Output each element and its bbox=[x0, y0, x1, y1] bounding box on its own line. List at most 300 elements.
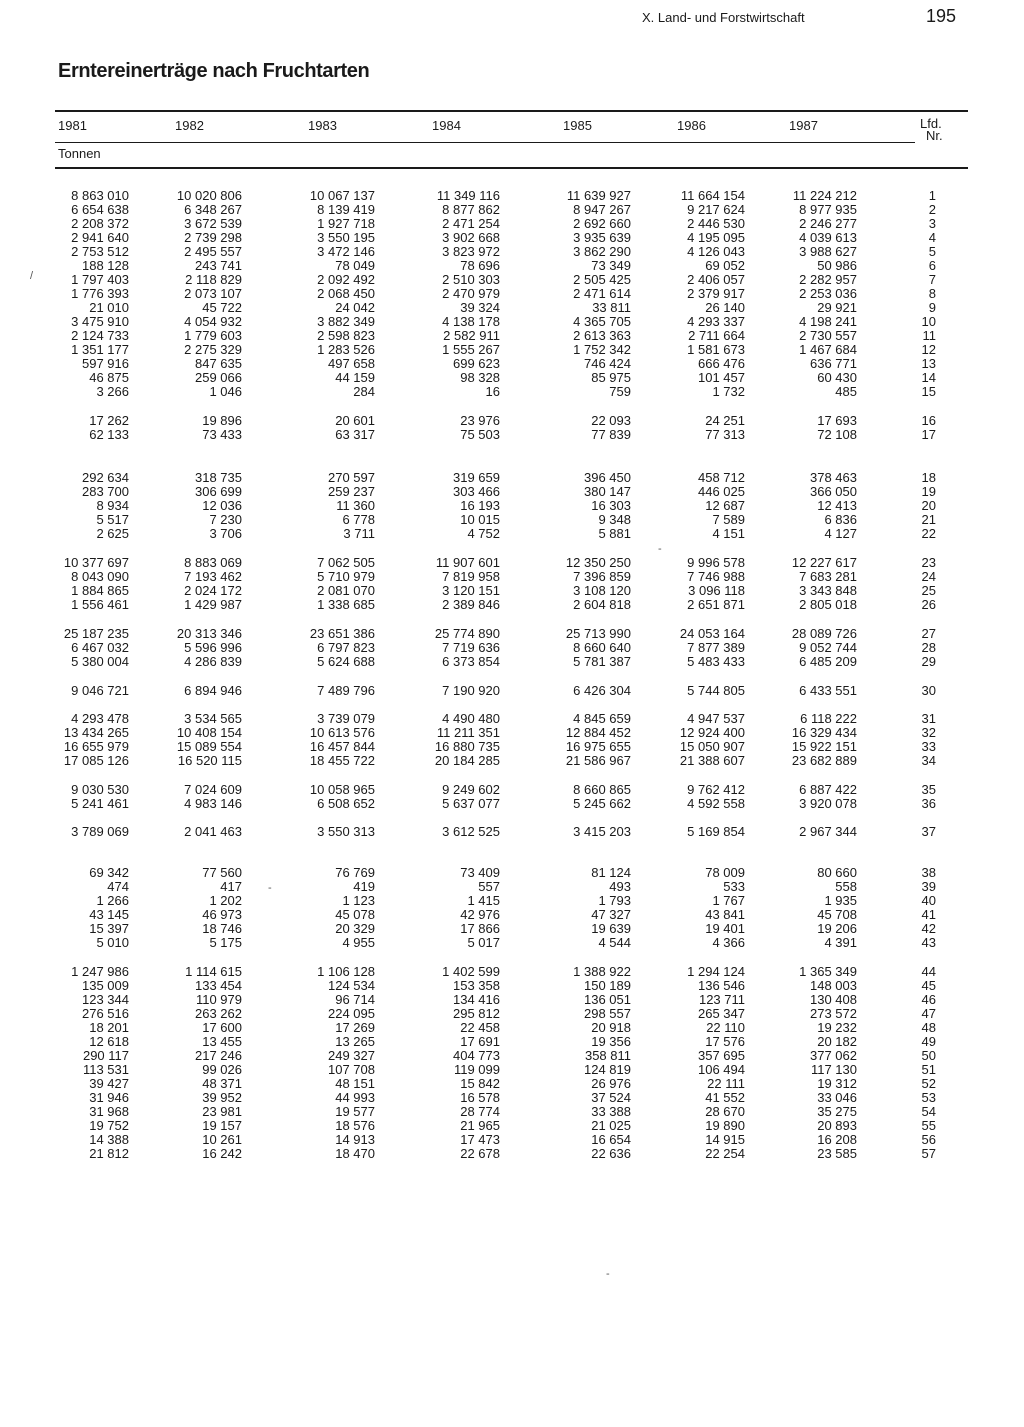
table-cell-1986: 22 111 bbox=[707, 1076, 745, 1091]
table-cell-1984: 4 138 178 bbox=[442, 314, 500, 329]
table-cell-1982: 10 020 806 bbox=[176, 188, 242, 203]
table-cell-1981: 6 467 032 bbox=[71, 640, 129, 655]
table-cell-1983: 6 778 bbox=[342, 512, 375, 527]
table-cell-1985: 4 845 659 bbox=[573, 711, 631, 726]
table-cell-1983: 3 739 079 bbox=[317, 711, 375, 726]
table-cell-1981: 10 377 697 bbox=[63, 555, 129, 570]
table-cell-1985: 2 604 818 bbox=[573, 597, 631, 612]
table-cell-1983: 5 710 979 bbox=[317, 569, 375, 584]
row-number: 37 bbox=[921, 824, 936, 839]
year-header-1983: 1983 bbox=[308, 118, 337, 133]
page-number: 195 bbox=[926, 6, 957, 26]
table-cell-1981: 18 201 bbox=[89, 1020, 129, 1035]
row-number: 44 bbox=[921, 964, 936, 979]
table-cell-1986: 7 746 988 bbox=[687, 569, 745, 584]
table-cell-1987: 2 805 018 bbox=[799, 597, 857, 612]
table-cell-1984: 16 bbox=[485, 384, 500, 399]
table-cell-1985: 8 660 640 bbox=[573, 640, 631, 655]
row-number: 23 bbox=[921, 555, 936, 570]
table-cell-1986: 5 169 854 bbox=[687, 824, 745, 839]
row-number: 49 bbox=[921, 1034, 936, 1049]
table-cell-1985: 2 505 425 bbox=[573, 272, 631, 287]
table-cell-1984: 28 774 bbox=[460, 1104, 500, 1119]
table-cell-1986: 77 313 bbox=[705, 427, 745, 442]
table-cell-1984: 11 211 351 bbox=[436, 725, 500, 740]
table-cell-1982: 16 242 bbox=[202, 1146, 242, 1161]
table-cell-1986: 1 294 124 bbox=[687, 964, 745, 979]
table-cell-1985: 8 660 865 bbox=[573, 782, 631, 797]
table-cell-1981: 8 863 010 bbox=[71, 188, 129, 203]
table-cell-1986: 12 687 bbox=[705, 498, 745, 513]
table-cell-1984: 5 637 077 bbox=[442, 796, 500, 811]
table-cell-1983: 45 078 bbox=[335, 907, 375, 922]
table-cell-1984: 3 902 668 bbox=[442, 230, 500, 245]
table-cell-1984: 15 842 bbox=[460, 1076, 500, 1091]
row-number: 56 bbox=[921, 1132, 936, 1147]
table-cell-1982: 17 600 bbox=[202, 1020, 242, 1035]
table-cell-1984: 16 578 bbox=[460, 1090, 500, 1105]
table-cell-1981: 188 128 bbox=[82, 258, 129, 273]
table-cell-1981: 14 388 bbox=[89, 1132, 129, 1147]
row-number: 53 bbox=[921, 1090, 936, 1105]
table-cell-1986: 2 651 871 bbox=[687, 597, 745, 612]
year-header-1986: 1986 bbox=[677, 118, 706, 133]
table-cell-1986: 4 366 bbox=[712, 935, 745, 950]
table-cell-1986: 123 711 bbox=[698, 992, 745, 1007]
table-cell-1986: 2 711 664 bbox=[688, 328, 745, 343]
table-cell-1984: 3 823 972 bbox=[442, 244, 500, 259]
table-cell-1983: 11 360 bbox=[336, 498, 375, 513]
table-cell-1985: 3 862 290 bbox=[573, 244, 631, 259]
table-cell-1987: 19 232 bbox=[817, 1020, 857, 1035]
table-cell-1982: 1 429 987 bbox=[184, 597, 242, 612]
table-cell-1984: 2 389 846 bbox=[442, 597, 500, 612]
table-cell-1983: 270 597 bbox=[328, 470, 375, 485]
unit-label: Tonnen bbox=[58, 146, 101, 161]
row-number: 42 bbox=[921, 921, 936, 936]
table-cell-1983: 1 123 bbox=[342, 893, 375, 908]
table-cell-1983: 63 317 bbox=[335, 427, 375, 442]
table-cell-1984: 20 184 285 bbox=[434, 753, 500, 768]
table-cell-1986: 17 576 bbox=[705, 1034, 745, 1049]
table-cell-1986: 4 195 095 bbox=[687, 230, 745, 245]
section-title: X. Land- und Forstwirtschaft bbox=[642, 10, 805, 25]
table-cell-1986: 22 254 bbox=[705, 1146, 745, 1161]
table-cell-1986: 24 251 bbox=[705, 413, 745, 428]
table-cell-1983: 2 092 492 bbox=[317, 272, 375, 287]
year-header-1984: 1984 bbox=[432, 118, 461, 133]
table-cell-1984: 73 409 bbox=[460, 865, 500, 880]
table-cell-1987: 23 682 889 bbox=[791, 753, 857, 768]
table-cell-1986: 446 025 bbox=[698, 484, 745, 499]
table-cell-1985: 22 636 bbox=[591, 1146, 631, 1161]
table-cell-1983: 76 769 bbox=[335, 865, 375, 880]
scan-mark: / bbox=[30, 270, 34, 282]
table-cell-1983: 20 329 bbox=[335, 921, 375, 936]
row-number: 45 bbox=[921, 978, 936, 993]
table-cell-1987: 33 046 bbox=[817, 1090, 857, 1105]
table-cell-1982: 23 981 bbox=[202, 1104, 242, 1119]
table-cell-1985: 85 975 bbox=[591, 370, 631, 385]
table-cell-1986: 1 767 bbox=[712, 893, 745, 908]
row-number: 46 bbox=[921, 992, 936, 1007]
row-number-header-line2: Nr. bbox=[926, 128, 943, 143]
table-cell-1981: 3 266 bbox=[96, 384, 129, 399]
row-number: 24 bbox=[921, 569, 936, 584]
row-number: 50 bbox=[921, 1048, 936, 1063]
table-cell-1985: 4 365 705 bbox=[573, 314, 631, 329]
table-cell-1982: 3 706 bbox=[209, 526, 242, 541]
table-cell-1983: 1 283 526 bbox=[317, 342, 375, 357]
table-cell-1986: 43 841 bbox=[705, 907, 745, 922]
table-cell-1982: 847 635 bbox=[195, 356, 242, 371]
table-cell-1982: 133 454 bbox=[195, 978, 242, 993]
table-cell-1981: 2 753 512 bbox=[71, 244, 129, 259]
row-number: 34 bbox=[921, 753, 936, 768]
table-cell-1987: 6 118 222 bbox=[800, 711, 857, 726]
table-cell-1982: 6 348 267 bbox=[184, 202, 242, 217]
table-cell-1983: 3 472 146 bbox=[317, 244, 375, 259]
scan-mark: - bbox=[606, 1268, 610, 1280]
table-cell-1983: 249 327 bbox=[328, 1048, 375, 1063]
table-cell-1982: 19 157 bbox=[202, 1118, 242, 1133]
table-cell-1985: 25 713 990 bbox=[565, 626, 631, 641]
table-cell-1982: 18 746 bbox=[202, 921, 242, 936]
table-cell-1987: 148 003 bbox=[810, 978, 857, 993]
table-cell-1984: 5 017 bbox=[467, 935, 500, 950]
table-cell-1983: 14 913 bbox=[335, 1132, 375, 1147]
table-cell-1987: 50 986 bbox=[817, 258, 857, 273]
table-cell-1984: 9 249 602 bbox=[442, 782, 500, 797]
row-number: 41 bbox=[921, 907, 936, 922]
table-cell-1982: 77 560 bbox=[202, 865, 242, 880]
row-number: 13 bbox=[921, 356, 936, 371]
year-header-1987: 1987 bbox=[789, 118, 818, 133]
table-cell-1981: 2 208 372 bbox=[71, 216, 129, 231]
table-cell-1982: 2 073 107 bbox=[184, 286, 242, 301]
table-cell-1983: 4 955 bbox=[342, 935, 375, 950]
table-cell-1987: 11 224 212 bbox=[792, 188, 857, 203]
table-cell-1986: 69 052 bbox=[705, 258, 745, 273]
table-cell-1984: 16 880 735 bbox=[434, 739, 500, 754]
page-title: Erntereinerträge nach Fruchtarten bbox=[58, 60, 370, 82]
row-number-header-line1: Lfd. bbox=[920, 116, 942, 131]
table-cell-1983: 259 237 bbox=[328, 484, 375, 499]
table-cell-1987: 3 988 627 bbox=[799, 244, 857, 259]
table-cell-1981: 123 344 bbox=[82, 992, 129, 1007]
table-cell-1983: 107 708 bbox=[328, 1062, 375, 1077]
table-cell-1987: 15 922 151 bbox=[791, 739, 857, 754]
table-cell-1981: 9 046 721 bbox=[71, 683, 129, 698]
table-cell-1985: 2 613 363 bbox=[573, 328, 631, 343]
table-cell-1981: 3 475 910 bbox=[71, 314, 129, 329]
table-cell-1987: 4 391 bbox=[824, 935, 857, 950]
table-cell-1981: 1 797 403 bbox=[71, 272, 129, 287]
table-cell-1981: 8 934 bbox=[96, 498, 129, 513]
table-cell-1981: 135 009 bbox=[82, 978, 129, 993]
table-cell-1984: 7 819 958 bbox=[442, 569, 500, 584]
table-cell-1985: 4 544 bbox=[598, 935, 631, 950]
table-cell-1982: 1 779 603 bbox=[184, 328, 242, 343]
table-cell-1982: 3 534 565 bbox=[184, 711, 242, 726]
table-cell-1983: 7 062 505 bbox=[317, 555, 375, 570]
table-cell-1986: 357 695 bbox=[698, 1048, 745, 1063]
table-cell-1982: 2 118 829 bbox=[185, 272, 242, 287]
table-cell-1984: 134 416 bbox=[453, 992, 500, 1007]
table-cell-1983: 17 269 bbox=[335, 1020, 375, 1035]
table-cell-1983: 13 265 bbox=[335, 1034, 375, 1049]
table-cell-1987: 3 343 848 bbox=[799, 583, 857, 598]
table-cell-1981: 9 030 530 bbox=[71, 782, 129, 797]
row-number: 40 bbox=[921, 893, 936, 908]
table-cell-1985: 759 bbox=[609, 384, 631, 399]
table-cell-1981: 16 655 979 bbox=[63, 739, 129, 754]
table-cell-1986: 5 483 433 bbox=[687, 654, 745, 669]
table-cell-1983: 20 601 bbox=[335, 413, 375, 428]
row-number: 6 bbox=[928, 258, 936, 273]
table-cell-1985: 26 976 bbox=[591, 1076, 631, 1091]
table-cell-1987: 80 660 bbox=[817, 865, 857, 880]
table-cell-1985: 16 654 bbox=[591, 1132, 631, 1147]
row-number: 48 bbox=[921, 1020, 936, 1035]
table-cell-1984: 23 976 bbox=[460, 413, 500, 428]
table-cell-1984: 6 373 854 bbox=[442, 654, 500, 669]
table-cell-1987: 378 463 bbox=[810, 470, 857, 485]
table-cell-1981: 290 117 bbox=[82, 1048, 129, 1063]
table-cell-1982: 263 262 bbox=[195, 1006, 242, 1021]
table-cell-1984: 17 473 bbox=[460, 1132, 500, 1147]
table-cell-1982: 110 979 bbox=[195, 992, 242, 1007]
table-cell-1985: 2 692 660 bbox=[573, 216, 631, 231]
table-cell-1982: 417 bbox=[220, 879, 242, 894]
table-cell-1987: 12 413 bbox=[817, 498, 857, 513]
table-cell-1984: 2 510 303 bbox=[442, 272, 500, 287]
table-cell-1983: 224 095 bbox=[328, 1006, 375, 1021]
table-cell-1985: 37 524 bbox=[591, 1090, 631, 1105]
table-cell-1986: 533 bbox=[723, 879, 745, 894]
table-cell-1986: 41 552 bbox=[705, 1090, 745, 1105]
table-cell-1983: 10 613 576 bbox=[309, 725, 375, 740]
table-cell-1985: 16 303 bbox=[591, 498, 631, 513]
row-number: 27 bbox=[921, 626, 936, 641]
table-cell-1985: 33 811 bbox=[592, 300, 631, 315]
table-cell-1981: 25 187 235 bbox=[63, 626, 129, 641]
table-cell-1982: 7 230 bbox=[209, 512, 242, 527]
table-cell-1983: 78 049 bbox=[335, 258, 375, 273]
table-cell-1982: 4 054 932 bbox=[184, 314, 242, 329]
table-cell-1984: 17 866 bbox=[460, 921, 500, 936]
table-cell-1987: 377 062 bbox=[810, 1048, 857, 1063]
table-cell-1983: 3 711 bbox=[343, 526, 375, 541]
table-cell-1984: 78 696 bbox=[460, 258, 500, 273]
table-cell-1982: 8 883 069 bbox=[184, 555, 242, 570]
table-cell-1987: 17 693 bbox=[817, 413, 857, 428]
table-cell-1984: 319 659 bbox=[453, 470, 500, 485]
table-cell-1981: 5 010 bbox=[96, 935, 129, 950]
table-cell-1983: 2 068 450 bbox=[317, 286, 375, 301]
table-cell-1987: 130 408 bbox=[810, 992, 857, 1007]
table-cell-1982: 1 046 bbox=[209, 384, 242, 399]
table-cell-1987: 60 430 bbox=[817, 370, 857, 385]
row-number: 21 bbox=[921, 512, 936, 527]
table-cell-1981: 43 145 bbox=[89, 907, 129, 922]
table-cell-1984: 404 773 bbox=[453, 1048, 500, 1063]
table-cell-1987: 4 039 613 bbox=[799, 230, 857, 245]
row-number: 22 bbox=[921, 526, 936, 541]
table-cell-1984: 1 415 bbox=[467, 893, 500, 908]
table-cell-1987: 6 433 551 bbox=[799, 683, 857, 698]
row-number: 29 bbox=[921, 654, 936, 669]
table-cell-1983: 284 bbox=[353, 384, 375, 399]
table-cell-1982: 2 495 557 bbox=[184, 244, 242, 259]
table-cell-1984: 1 555 267 bbox=[442, 342, 500, 357]
table-cell-1986: 4 947 537 bbox=[687, 711, 745, 726]
table-cell-1984: 42 976 bbox=[460, 907, 500, 922]
table-cell-1985: 81 124 bbox=[591, 865, 631, 880]
table-cell-1987: 2 253 036 bbox=[799, 286, 857, 301]
table-cell-1986: 21 388 607 bbox=[679, 753, 745, 768]
table-cell-1983: 44 993 bbox=[335, 1090, 375, 1105]
table-cell-1987: 366 050 bbox=[810, 484, 857, 499]
table-cell-1984: 16 193 bbox=[460, 498, 500, 513]
table-cell-1987: 4 198 241 bbox=[799, 314, 857, 329]
row-number: 11 bbox=[922, 328, 936, 343]
table-cell-1981: 292 634 bbox=[82, 470, 129, 485]
table-cell-1984: 1 402 599 bbox=[442, 964, 500, 979]
table-cell-1981: 1 776 393 bbox=[71, 286, 129, 301]
table-cell-1987: 29 921 bbox=[817, 300, 857, 315]
table-cell-1982: 46 973 bbox=[202, 907, 242, 922]
table-cell-1987: 45 708 bbox=[817, 907, 857, 922]
table-cell-1984: 75 503 bbox=[460, 427, 500, 442]
table-cell-1984: 7 719 636 bbox=[442, 640, 500, 655]
table-cell-1981: 17 262 bbox=[89, 413, 129, 428]
table-cell-1987: 23 585 bbox=[817, 1146, 857, 1161]
table-cell-1981: 283 700 bbox=[82, 484, 129, 499]
table-cell-1984: 153 358 bbox=[453, 978, 500, 993]
table-cell-1983: 3 550 195 bbox=[317, 230, 375, 245]
table-cell-1982: 48 371 bbox=[202, 1076, 242, 1091]
row-number: 26 bbox=[921, 597, 936, 612]
row-number: 5 bbox=[928, 244, 936, 259]
table-cell-1985: 21 025 bbox=[591, 1118, 631, 1133]
table-cell-1983: 10 058 965 bbox=[309, 782, 375, 797]
table-cell-1986: 2 446 530 bbox=[687, 216, 745, 231]
table-cell-1985: 2 471 614 bbox=[573, 286, 631, 301]
table-cell-1985: 493 bbox=[609, 879, 631, 894]
table-cell-1985: 77 839 bbox=[591, 427, 631, 442]
table-cell-1981: 69 342 bbox=[89, 865, 129, 880]
table-cell-1986: 1 732 bbox=[712, 384, 745, 399]
table-cell-1983: 10 067 137 bbox=[309, 188, 375, 203]
table-cell-1987: 19 206 bbox=[817, 921, 857, 936]
table-cell-1987: 8 977 935 bbox=[799, 202, 857, 217]
table-cell-1983: 6 797 823 bbox=[317, 640, 375, 655]
table-cell-1985: 12 884 452 bbox=[565, 725, 631, 740]
table-cell-1987: 20 182 bbox=[817, 1034, 857, 1049]
table-cell-1983: 44 159 bbox=[335, 370, 375, 385]
table-cell-1985: 396 450 bbox=[584, 470, 631, 485]
table-cell-1986: 101 457 bbox=[698, 370, 745, 385]
table-cell-1986: 19 890 bbox=[705, 1118, 745, 1133]
table-cell-1984: 557 bbox=[478, 879, 500, 894]
row-number: 57 bbox=[921, 1146, 936, 1161]
table-cell-1983: 497 658 bbox=[328, 356, 375, 371]
table-cell-1986: 19 401 bbox=[705, 921, 745, 936]
table-cell-1987: 6 836 bbox=[824, 512, 857, 527]
table-cell-1981: 474 bbox=[107, 879, 129, 894]
table-cell-1981: 113 531 bbox=[82, 1062, 129, 1077]
table-cell-1986: 11 664 154 bbox=[680, 188, 745, 203]
table-cell-1982: 6 894 946 bbox=[184, 683, 242, 698]
row-number: 52 bbox=[921, 1076, 936, 1091]
table-cell-1981: 597 916 bbox=[82, 356, 129, 371]
row-number: 55 bbox=[921, 1118, 936, 1133]
table-cell-1981: 1 884 865 bbox=[71, 583, 129, 598]
table-cell-1986: 458 712 bbox=[698, 470, 745, 485]
table-cell-1986: 4 592 558 bbox=[687, 796, 745, 811]
table-cell-1985: 358 811 bbox=[584, 1048, 631, 1063]
row-number: 19 bbox=[921, 484, 936, 499]
table-cell-1987: 558 bbox=[835, 879, 857, 894]
table-cell-1985: 380 147 bbox=[584, 484, 631, 499]
table-cell-1984: 4 490 480 bbox=[442, 711, 500, 726]
table-cell-1986: 14 915 bbox=[705, 1132, 745, 1147]
row-number: 1 bbox=[928, 188, 936, 203]
table-cell-1983: 1 927 718 bbox=[317, 216, 375, 231]
year-header-1982: 1982 bbox=[175, 118, 204, 133]
row-number: 51 bbox=[921, 1062, 936, 1077]
table-cell-1986: 26 140 bbox=[705, 300, 745, 315]
table-cell-1984: 295 812 bbox=[453, 1006, 500, 1021]
table-cell-1981: 21 812 bbox=[89, 1146, 129, 1161]
table-cell-1987: 636 771 bbox=[810, 356, 857, 371]
table-cell-1981: 17 085 126 bbox=[63, 753, 129, 768]
row-number: 18 bbox=[921, 470, 936, 485]
table-cell-1981: 39 427 bbox=[89, 1076, 129, 1091]
table-cell-1987: 485 bbox=[835, 384, 857, 399]
table-cell-1984: 2 470 979 bbox=[442, 286, 500, 301]
table-cell-1981: 21 010 bbox=[89, 300, 129, 315]
row-number: 20 bbox=[921, 498, 936, 513]
row-number: 8 bbox=[928, 286, 936, 301]
table-cell-1983: 16 457 844 bbox=[309, 739, 375, 754]
table-cell-1987: 4 127 bbox=[824, 526, 857, 541]
table-cell-1983: 7 489 796 bbox=[317, 683, 375, 698]
table-cell-1985: 11 639 927 bbox=[566, 188, 631, 203]
table-cell-1984: 21 965 bbox=[460, 1118, 500, 1133]
table-cell-1986: 28 670 bbox=[705, 1104, 745, 1119]
table-cell-1985: 1 793 bbox=[598, 893, 631, 908]
table-cell-1982: 39 952 bbox=[202, 1090, 242, 1105]
table-cell-1982: 243 741 bbox=[195, 258, 242, 273]
row-number: 12 bbox=[921, 342, 936, 357]
row-number: 7 bbox=[928, 272, 936, 287]
table-cell-1983: 18 576 bbox=[335, 1118, 375, 1133]
row-number: 36 bbox=[921, 796, 936, 811]
table-cell-1981: 3 789 069 bbox=[71, 824, 129, 839]
table-cell-1981: 31 968 bbox=[89, 1104, 129, 1119]
table-cell-1986: 22 110 bbox=[706, 1020, 745, 1035]
table-cell-1983: 96 714 bbox=[335, 992, 375, 1007]
table-cell-1985: 3 108 120 bbox=[573, 583, 631, 598]
table-cell-1985: 1 752 342 bbox=[573, 342, 631, 357]
row-number: 39 bbox=[921, 879, 936, 894]
table-cell-1982: 99 026 bbox=[202, 1062, 242, 1077]
table-cell-1981: 31 946 bbox=[89, 1090, 129, 1105]
table-cell-1984: 39 324 bbox=[460, 300, 500, 315]
table-cell-1982: 4 983 146 bbox=[184, 796, 242, 811]
